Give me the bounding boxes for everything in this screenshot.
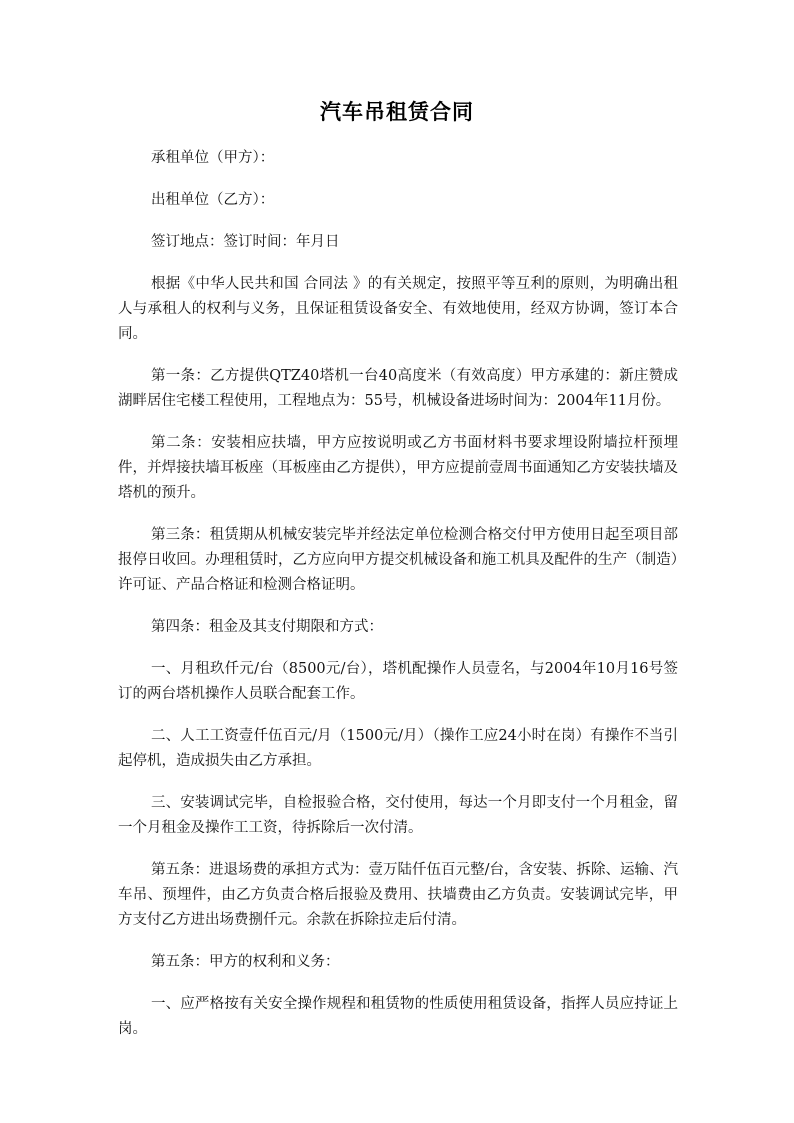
lessor-line: 出租单位（乙方）： bbox=[151, 192, 275, 208]
signing-place-time-line: 签订地点：签订时间：年月日 bbox=[151, 234, 340, 250]
article-4-heading: 第四条：租金及其支付期限和方式： bbox=[151, 619, 383, 635]
article-1-paragraph: 第一条：乙方提供QTZ40塔机一台40高度米（有效高度）甲方承建的：新庄赞成湖畔居住宅楼工程使用，工程地点为：55号，机械设备进场时间为：2004年11月份。 bbox=[118, 368, 678, 409]
article-5-item-1: 一、应严格按有关安全操作规程和租赁物的性质使用租赁设备，指挥人员应持证上岗。 bbox=[118, 996, 678, 1037]
lessee-line: 承租单位（甲方）： bbox=[151, 150, 275, 166]
article-2-paragraph: 第二条：安装相应扶墙，甲方应按说明或乙方书面材料书要求埋设附墙拉杆预埋件，并焊接扶墙耳板座（耳板座由乙方提供），甲方应提前壹周书面通知乙方安装扶墙及塔机的预升。 bbox=[118, 435, 678, 501]
article-5-fees-paragraph: 第五条：进退场费的承担方式为：壹万陆仟伍百元整/台，含安装、拆除、运输、汽车吊、预埋件，由乙方负责合格后报验及费用、扶墙费由乙方负责。安装调试完毕，甲方支付乙方进出场费捌仟元。余款在拆除拉走后付清。 bbox=[118, 862, 678, 928]
preamble-paragraph: 根据《中华人民共和国 合同法 》的有关规定，按照平等互利的原则，为明确出租人与承租人的权利与义务，且保证租赁设备安全、有效地使用，经双方协调，签订本合同。 bbox=[118, 276, 678, 342]
document-body bbox=[118, 146, 678, 1059]
article-5-rights-heading: 第五条：甲方的权利和义务： bbox=[151, 954, 340, 970]
article-4-item-1: 一、月租玖仟元/台（8500元/台），塔机配操作人员壹名，与2004年10月16号签订的两台塔机操作人员联合配套工作。 bbox=[118, 661, 678, 702]
document-title: 汽车吊租赁合同 bbox=[320, 99, 474, 124]
article-4-item-2: 二、人工工资壹仟伍百元/月（1500元/月）（操作工应24小时在岗）有操作不当引起停机，造成损失由乙方承担。 bbox=[118, 728, 678, 769]
article-4-item-3: 三、安装调试完毕，自检报验合格，交付使用，每达一个月即支付一个月租金，留一个月租金及操作工工资，待拆除后一次付清。 bbox=[118, 795, 678, 836]
article-3-paragraph: 第三条：租赁期从机械安装完毕并经法定单位检测合格交付甲方使用日起至项目部报停日收回。办理租赁时，乙方应向甲方提交机械设备和施工机具及配件的生产（制造）许可证、产品合格证和检测合格证明。 bbox=[118, 527, 678, 593]
